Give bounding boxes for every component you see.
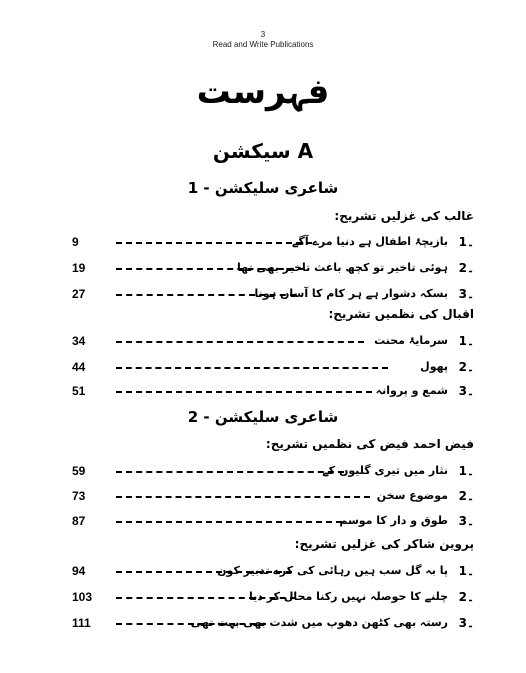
iqbal-poems-heading: اقبال کی نظمیں تشریح: <box>328 307 474 321</box>
entry-title: رستہ بھی کٹھن دھوپ میں شدت بھی بہت تھی <box>190 616 448 629</box>
entry-marker: 2۔ <box>458 489 474 503</box>
dot-leader <box>116 391 372 393</box>
entry-marker: 2۔ <box>458 261 474 275</box>
page-ref: 34 <box>72 334 86 348</box>
dot-leader <box>116 496 370 498</box>
toc-entry[interactable] <box>72 487 474 505</box>
toc-entry[interactable] <box>72 358 474 376</box>
toc-title: فہرست <box>196 72 330 112</box>
entry-title: موضوع سخن <box>376 489 448 502</box>
poetry-selection-2-heading: شاعری سلیکشن - 2 <box>187 408 339 426</box>
entry-title: بازیچۂ اطفال ہے دنیا مرے آگے <box>292 235 448 248</box>
entry-marker: 2۔ <box>458 590 474 604</box>
page-ref: 87 <box>72 514 86 528</box>
toc-entry[interactable] <box>72 259 474 277</box>
dot-leader <box>116 367 388 369</box>
toc-entry[interactable] <box>72 285 474 303</box>
page-number: 3 <box>260 30 266 39</box>
entry-title: ہوئی تاخیر تو کچھ باعث تاخیر بھی تھا <box>237 261 448 274</box>
page-ref: 111 <box>72 616 91 630</box>
page-ref: 94 <box>72 564 86 578</box>
toc-entry[interactable] <box>72 382 474 400</box>
page-ref: 51 <box>72 384 86 398</box>
page-ref: 9 <box>72 235 79 249</box>
poetry-selection-1-heading: شاعری سلیکشن - 1 <box>187 179 339 197</box>
toc-entry[interactable] <box>72 332 474 350</box>
entry-marker: 1۔ <box>458 235 474 249</box>
toc-entry[interactable] <box>72 562 474 580</box>
entry-title: شمع و پروانہ <box>375 384 448 397</box>
entry-marker: 3۔ <box>458 616 474 630</box>
page-ref: 19 <box>72 261 86 275</box>
entry-marker: 1۔ <box>458 334 474 348</box>
entry-title: پا بہ گل سب ہیں رہائی کی کرے تدبیر کون <box>217 564 448 577</box>
dot-leader <box>116 471 344 473</box>
dot-leader <box>116 521 342 523</box>
dot-leader <box>116 341 364 343</box>
entry-marker: 1۔ <box>458 464 474 478</box>
entry-marker: 3۔ <box>458 384 474 398</box>
page-ref: 27 <box>72 287 86 301</box>
entry-marker: 1۔ <box>458 564 474 578</box>
toc-entry[interactable] <box>72 233 474 251</box>
page-ref: 59 <box>72 464 86 478</box>
entry-marker: 3۔ <box>458 287 474 301</box>
parveen-shakir-ghazals-heading: پروین شاکر کی غزلیں تشریح: <box>294 537 474 551</box>
section-heading: سیکشن A <box>212 139 314 163</box>
entry-title: پھول <box>420 360 448 373</box>
page-ref: 44 <box>72 360 86 374</box>
toc-entry[interactable] <box>72 512 474 530</box>
page-ref: 73 <box>72 489 86 503</box>
entry-marker: 3۔ <box>458 514 474 528</box>
entry-title: بسکہ دشوار ہے ہر کام کا آساں ہونا <box>254 287 448 300</box>
entry-marker: 2۔ <box>458 360 474 374</box>
faiz-poems-heading: فیض احمد فیض کی نظمیں تشریح: <box>265 437 474 451</box>
publisher-name: Read and Write Publications <box>212 40 314 49</box>
entry-title: چلنے کا حوصلہ نہیں رکنا محال کر دیا <box>249 590 448 603</box>
toc-entry[interactable] <box>72 462 474 480</box>
ghalib-ghazals-heading: غالب کی غزلیں تشریح: <box>334 209 474 223</box>
entry-title: نثار میں تیری گلیوں کے <box>322 464 448 477</box>
page-ref: 103 <box>72 590 93 604</box>
toc-entry[interactable] <box>72 614 474 632</box>
dot-leader <box>116 242 312 244</box>
toc-entry[interactable] <box>72 588 474 606</box>
entry-title: سرمایۂ محنت <box>374 334 448 347</box>
entry-title: طوق و دار کا موسم <box>339 514 448 527</box>
